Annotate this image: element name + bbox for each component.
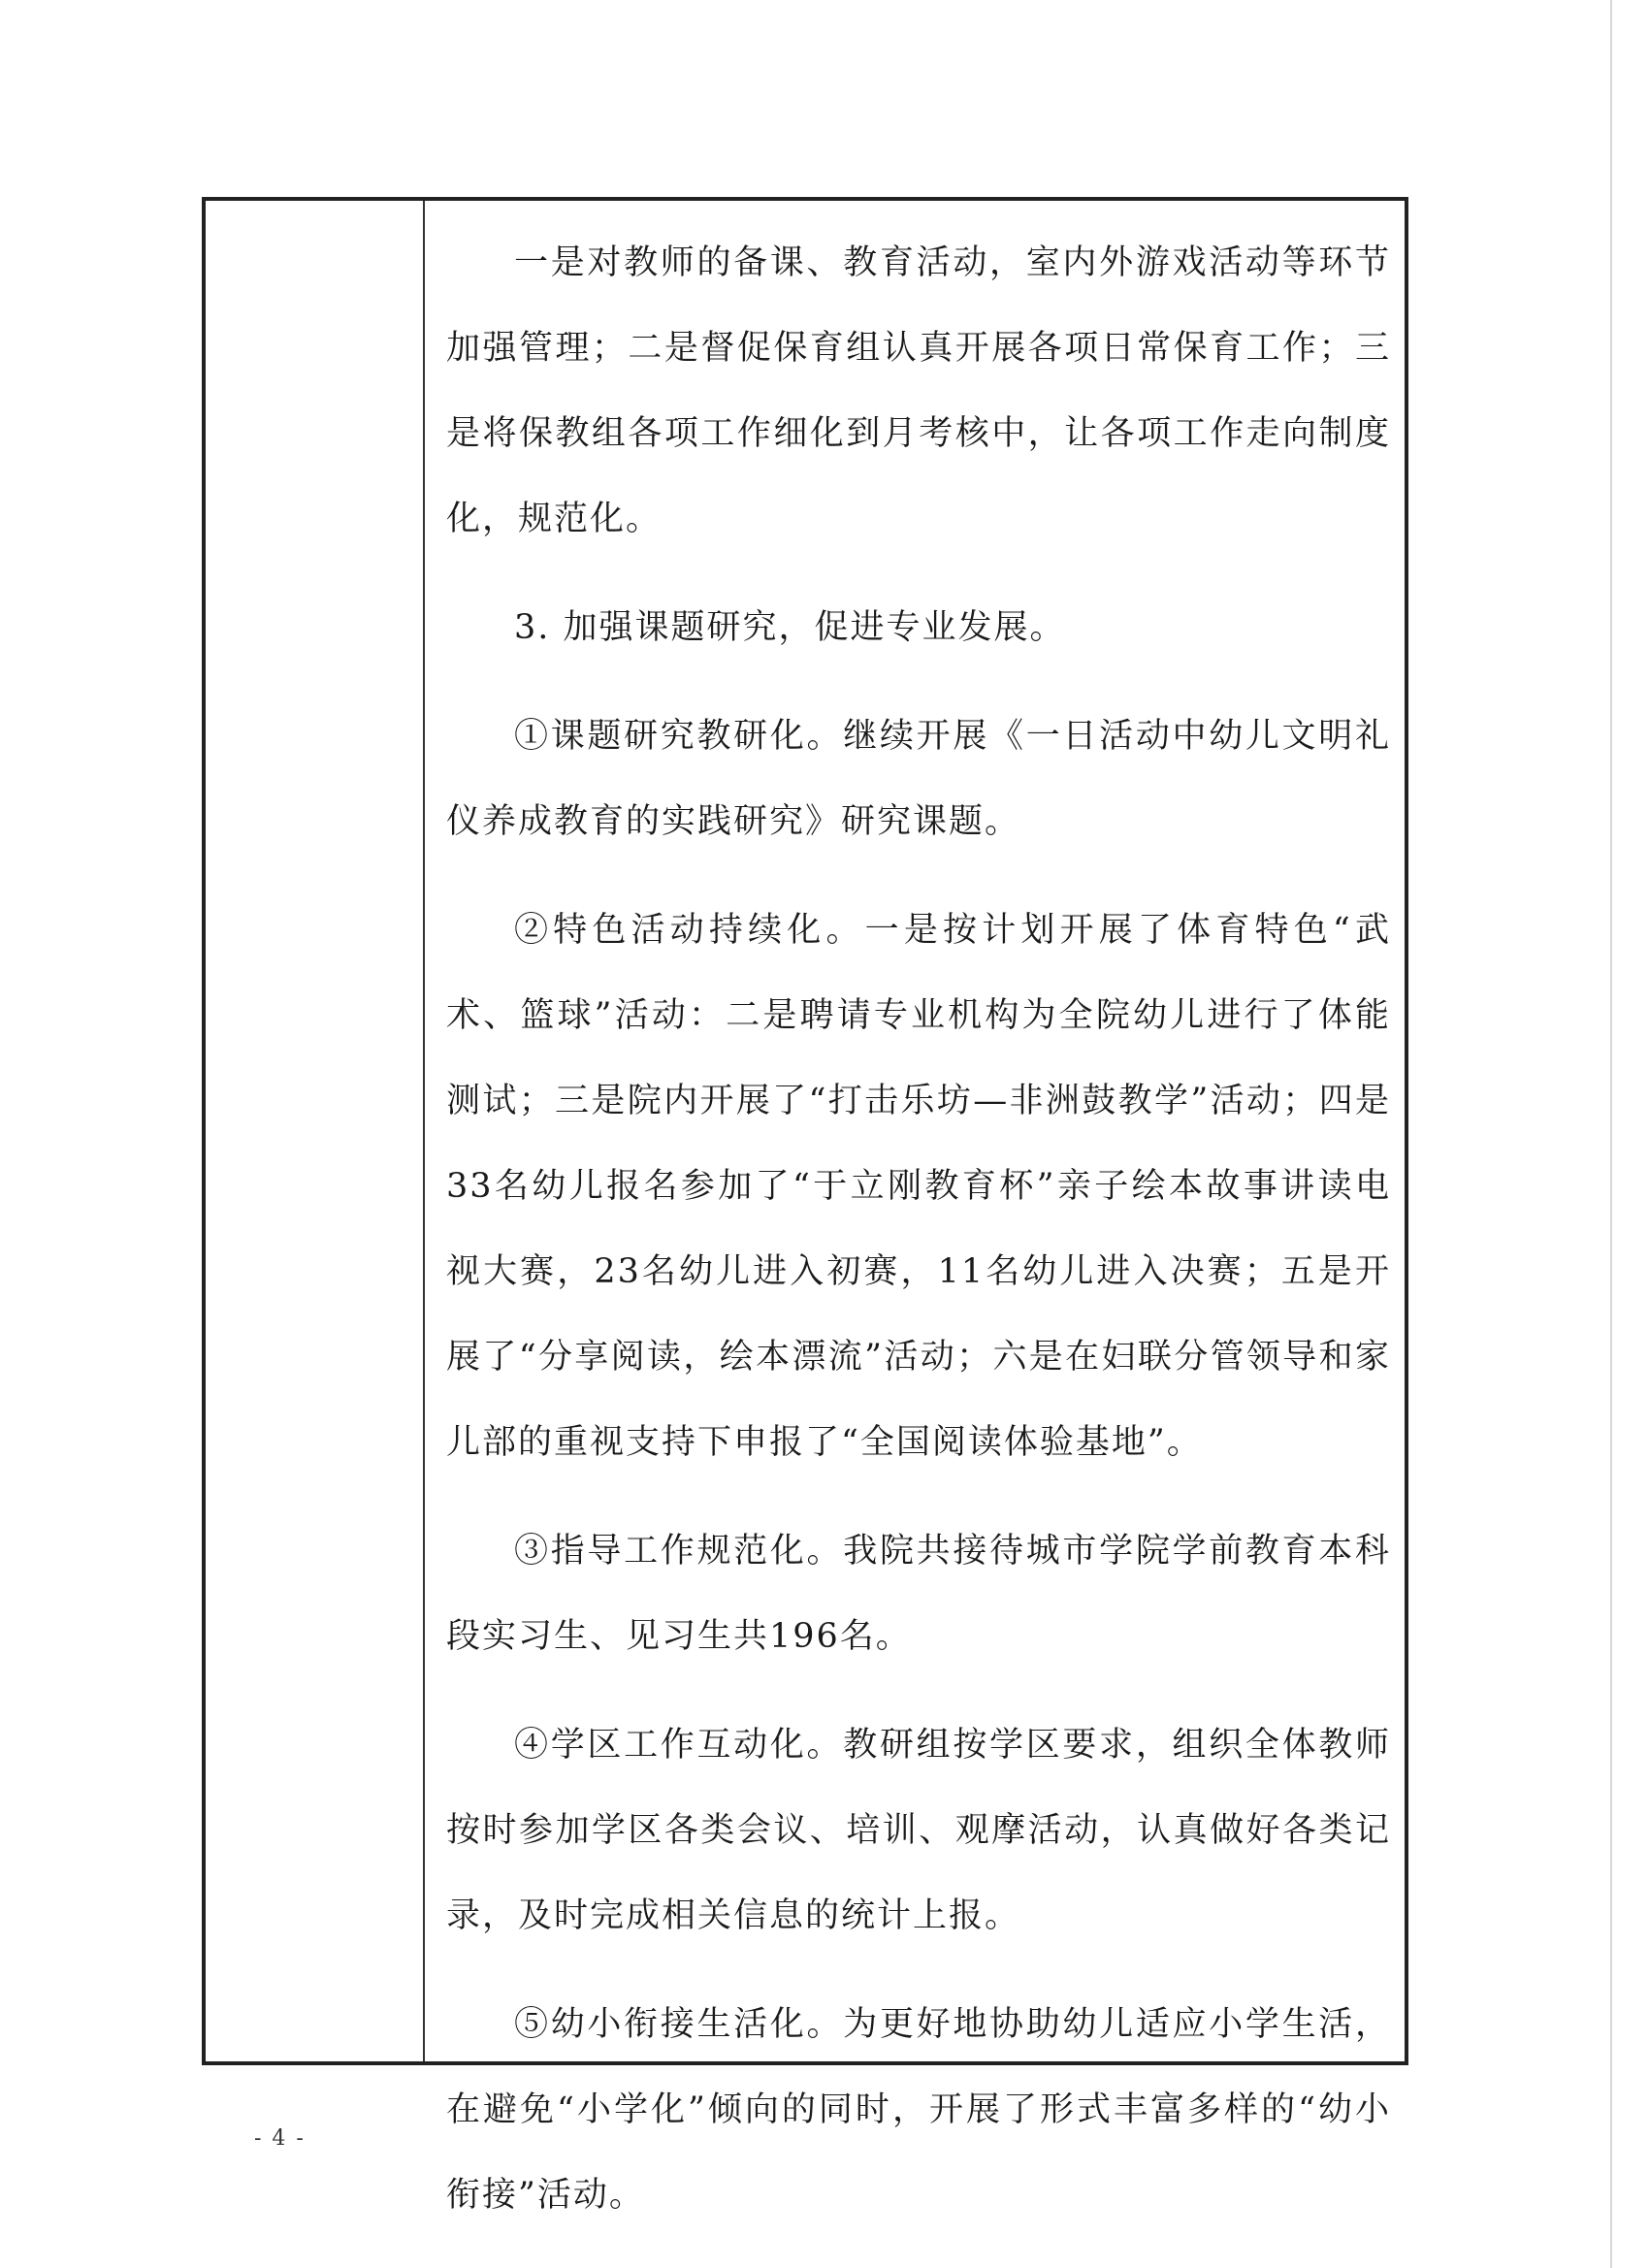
paragraph-transition: ⑤幼小衔接生活化。为更好地协助幼儿适应小学生活，在避免“小学化”倾向的同时，开展了形式丰富多样的“幼小衔接”活动。	[446, 2005, 1391, 2215]
paragraph-research-heading: 3. 加强课题研究，促进专业发展。	[514, 608, 1066, 647]
paragraph-guidance-work: ③指导工作规范化。我院共接待城市学院学前教育本科段实习生、见习生共196名。	[446, 1532, 1391, 1656]
paragraph-management: 一是对教师的备课、教育活动，室内外游戏活动等环节加强管理；二是督促保育组认真开展各项日常保育工作；三是将保教组各项工作细化到月考核中，让各项工作走向制度化，规范化。	[446, 243, 1391, 538]
document-table	[202, 197, 1408, 2215]
page-edge-line	[1610, 0, 1612, 2268]
paragraph-district-work: ④学区工作互动化。教研组按学区要求，组织全体教师按时参加学区各类会议、培训、观摩活动，认真做好各类记录，及时完成相关信息的统计上报。	[446, 1726, 1391, 1935]
paragraph-topic-research: ①课题研究教研化。继续开展《一日活动中幼儿文明礼仪养成教育的实践研究》研究课题。	[446, 717, 1391, 841]
paragraph-featured-activities: ②特色活动持续化。一是按计划开展了体育特色“武术、篮球”活动：二是聘请专业机构为全院幼儿进行了体能测试；三是院内开展了“打击乐坊—非洲鼓教学”活动；四是33名幼儿报名参加了“于立刚教育杯”亲子绘本故事讲读电视大赛，23名幼儿进入初赛，11名幼儿进入决赛；五是开展了“分享阅读，绘本漂流”活动；六是在妇联分管领导和家儿部的重视支持下申报了“全国阅读体验基地”。	[446, 911, 1391, 1462]
page-number: - 4 -	[254, 2126, 306, 2151]
table-content-cell	[425, 201, 1405, 2215]
